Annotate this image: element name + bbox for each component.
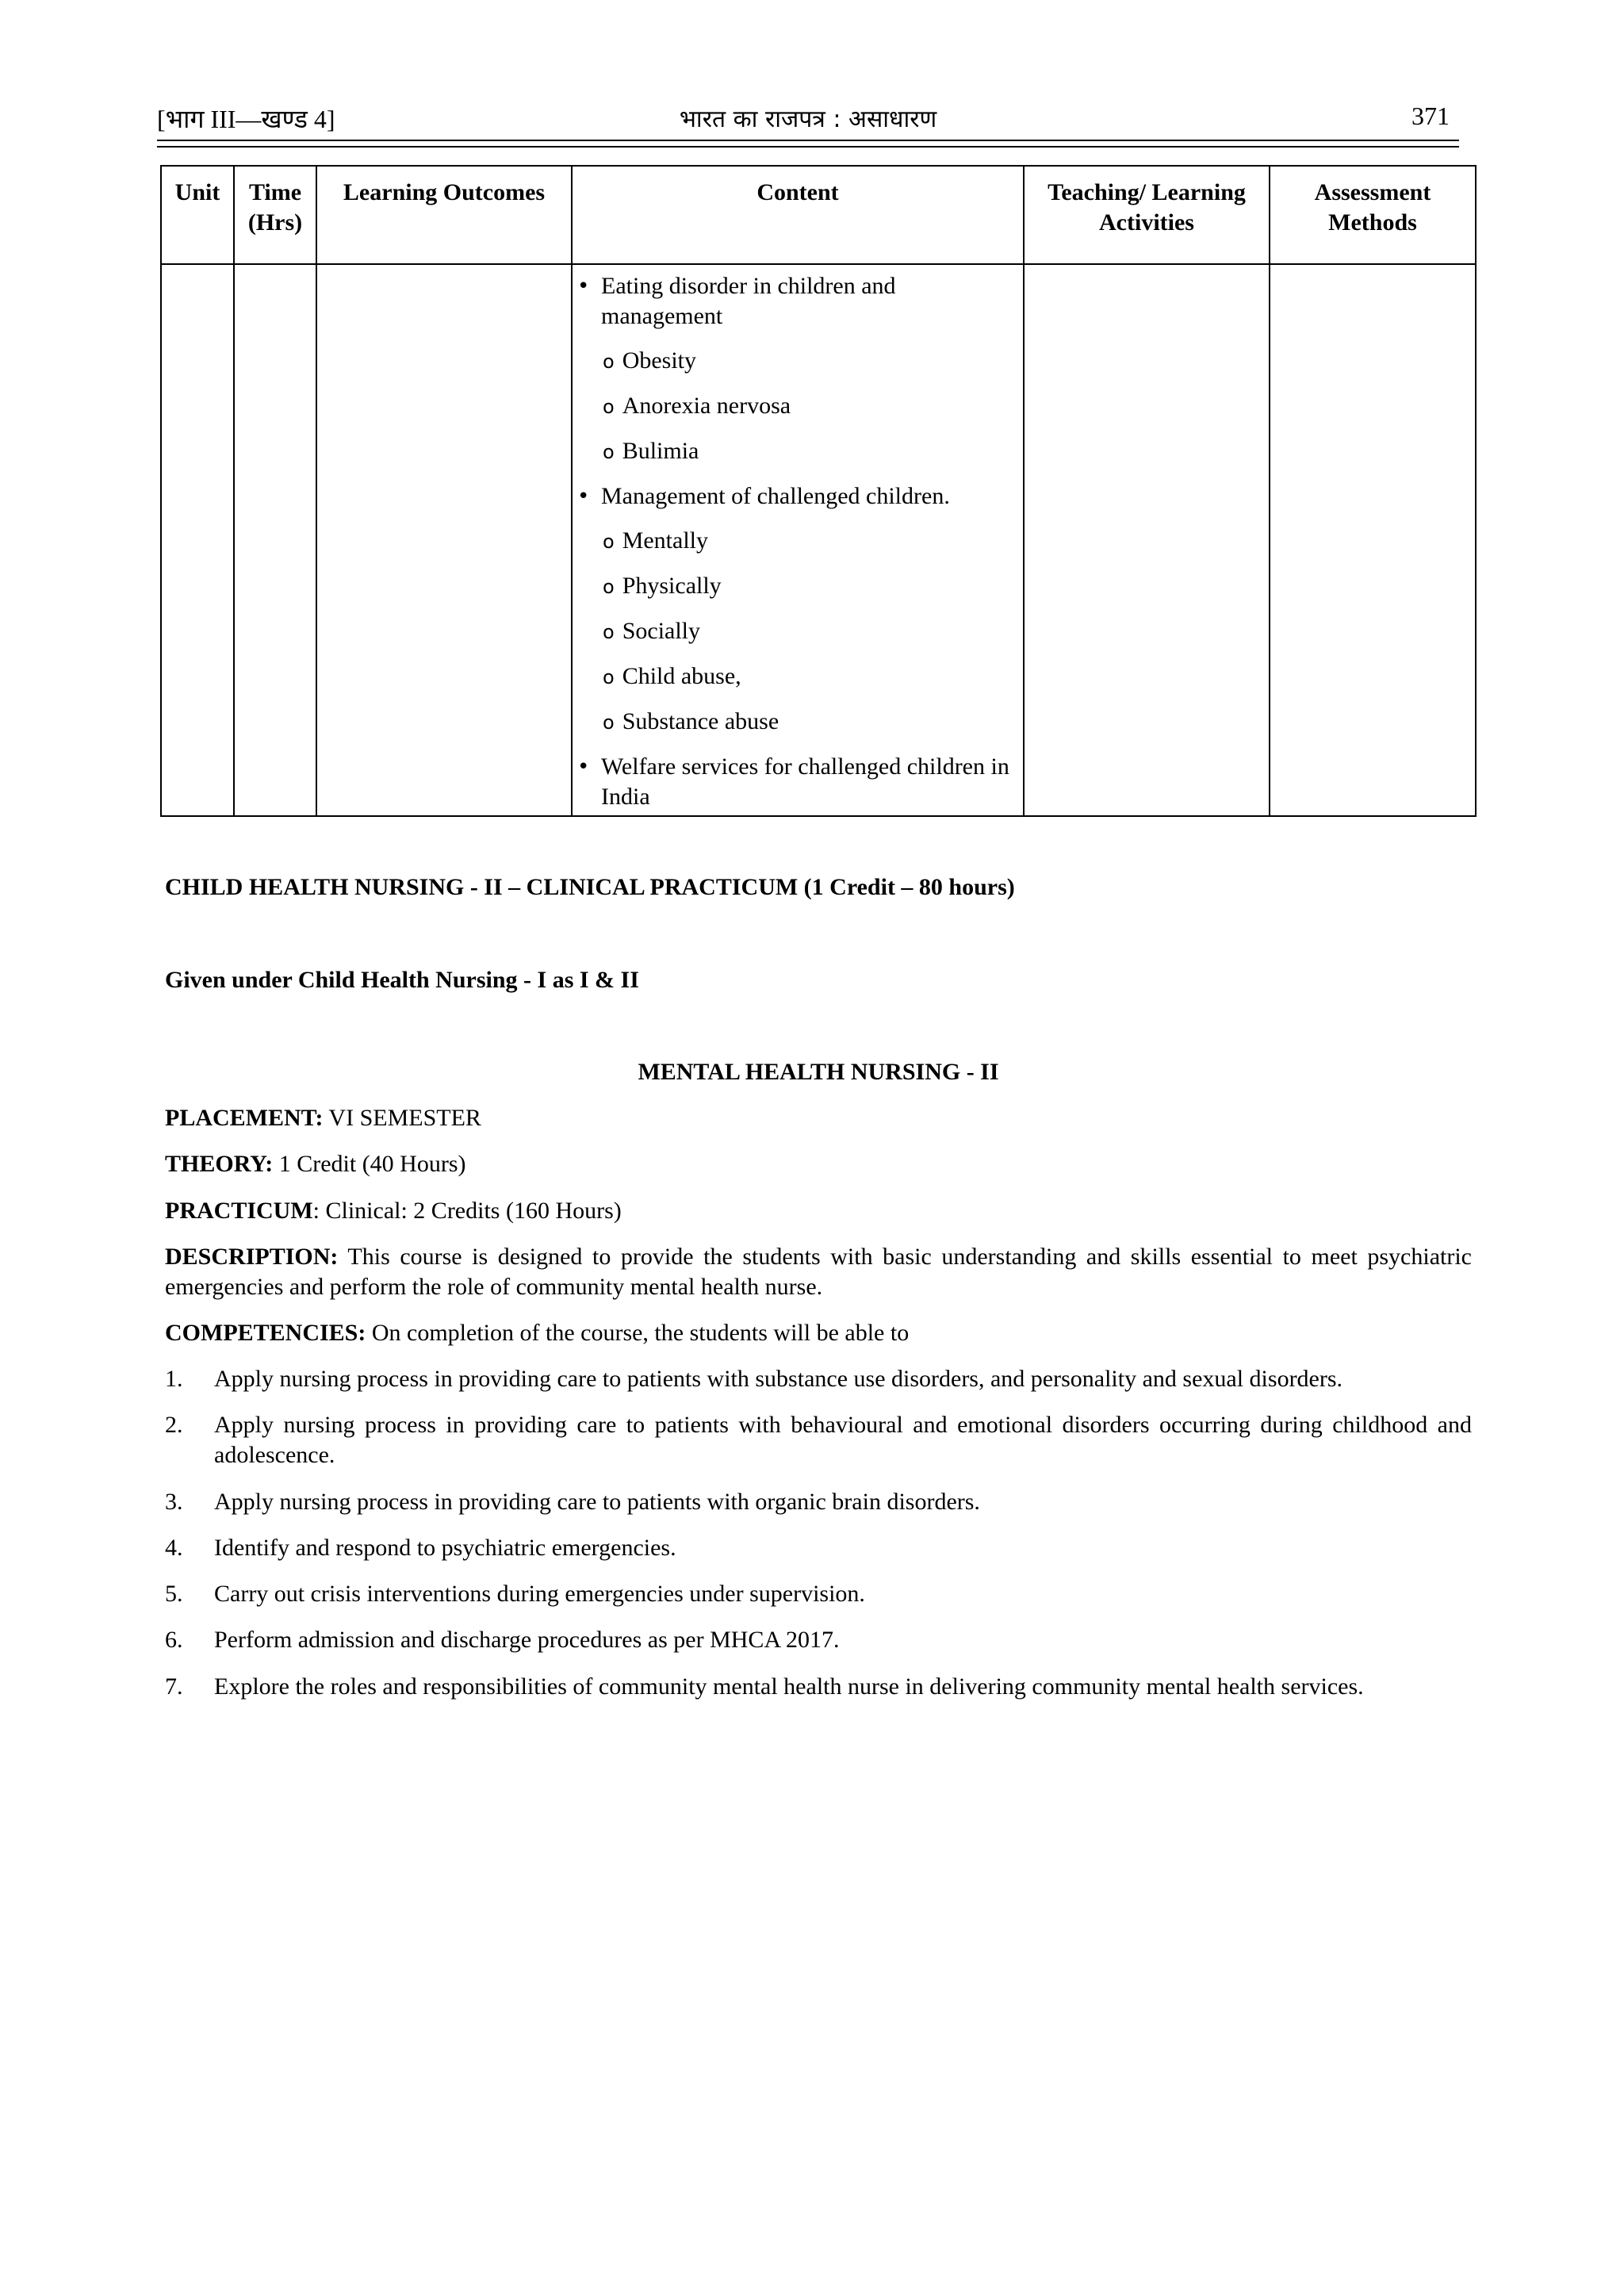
- description-value: This course is designed to provide the students with basic understanding and skills essential to meet psychiatric emergencies and perform the role of community mental health nurse.: [165, 1244, 1472, 1300]
- table-row: [161, 264, 1476, 816]
- content-sub-item: [576, 391, 1015, 422]
- content-bullet-text: Welfare services for challenged children in India: [601, 753, 1009, 810]
- content-sub-item: [576, 707, 1015, 738]
- column-header-teaching-learning-activities: Teaching/ Learning Activities: [1024, 166, 1270, 264]
- content-sub-item: [576, 661, 1015, 692]
- description-label: DESCRIPTION:: [165, 1244, 339, 1270]
- column-header-assessment-methods: Assessment Methods: [1270, 166, 1476, 264]
- cell-assessment-methods: [1270, 264, 1476, 816]
- list-item: 4. Identify and respond to psychiatric emergencies.: [165, 1535, 676, 1561]
- circle-marker-icon: o: [603, 621, 615, 643]
- content-sub-text: Child abuse,: [622, 663, 741, 689]
- list-item: 7. Explore the roles and responsibilities of community mental health nurse in delivering community mental health services.: [165, 1673, 1364, 1700]
- circle-marker-icon: o: [603, 531, 615, 553]
- practicum-value: : Clinical: 2 Credits (160 Hours): [312, 1198, 622, 1224]
- competencies-label: COMPETENCIES:: [165, 1320, 366, 1346]
- practicum-line: [165, 1196, 1472, 1226]
- list-item: 5. Carry out crisis interventions during emergencies under supervision.: [165, 1581, 865, 1607]
- practicum-label: PRACTICUM: [165, 1198, 313, 1224]
- theory-line: [165, 1149, 1472, 1179]
- circle-marker-icon: o: [603, 666, 615, 688]
- content-bullet-item: [576, 271, 1015, 332]
- placement-line: [165, 1103, 1472, 1133]
- column-header-time: Time (Hrs): [234, 166, 316, 264]
- competencies-value: On completion of the course, the students will be able to: [366, 1320, 910, 1346]
- placement-value: VI SEMESTER: [323, 1105, 481, 1131]
- practicum-heading: CHILD HEALTH NURSING - II – CLINICAL PRACTICUM (1 Credit – 80 hours): [165, 874, 1015, 900]
- content-list: [573, 265, 1023, 812]
- description-paragraph: [165, 1242, 1472, 1302]
- list-item: 1. Apply nursing process in providing care to patients with substance use disorders, and personality and sexual disorders.: [165, 1366, 1343, 1392]
- content-sub-text: Substance abuse: [622, 708, 779, 734]
- column-header-content: Content: [572, 166, 1024, 264]
- theory-value: 1 Credit (40 Hours): [273, 1151, 466, 1177]
- syllabus-table: [160, 165, 1477, 817]
- content-sub-text: Mentally: [622, 527, 708, 554]
- competencies-line: [165, 1318, 1472, 1348]
- content-sub-item: [576, 436, 1015, 467]
- placement-label: PLACEMENT:: [165, 1105, 324, 1131]
- circle-marker-icon: o: [603, 441, 615, 463]
- content-sub-item: [576, 571, 1015, 602]
- content-bullet-item: [576, 481, 1015, 512]
- table-header-row: [161, 166, 1476, 264]
- circle-marker-icon: o: [603, 351, 615, 373]
- list-item: 6. Perform admission and discharge procedures as per MHCA 2017.: [165, 1627, 840, 1653]
- circle-marker-icon: o: [603, 576, 615, 598]
- list-item: 2. Apply nursing process in providing care to patients with behavioural and emotional disorders occurring during childhood and adolescence.: [165, 1412, 1472, 1468]
- cell-content: [572, 264, 1024, 816]
- header-title: भारत का राजपत्र : असाधारण: [679, 105, 937, 133]
- content-sub-text: Anorexia nervosa: [622, 393, 791, 419]
- circle-marker-icon: o: [603, 711, 615, 734]
- content-sub-item: [576, 346, 1015, 377]
- content-sub-item: [576, 616, 1015, 647]
- content-sub-item: [576, 526, 1015, 557]
- header-rule-bottom: [157, 146, 1459, 148]
- column-header-unit: Unit: [161, 166, 234, 264]
- given-under-note: Given under Child Health Nursing - I as I & II: [165, 967, 639, 993]
- content-bullet-text: Management of challenged children.: [601, 483, 950, 509]
- header-rule-top: [157, 140, 1459, 141]
- cell-learning-outcomes: [316, 264, 572, 816]
- content-sub-text: Bulimia: [622, 438, 699, 464]
- content-sub-text: Physically: [622, 573, 722, 599]
- content-bullet-item: [576, 752, 1015, 812]
- section-title: MENTAL HEALTH NURSING - II: [638, 1059, 999, 1085]
- header-part: [भाग III—खण्ड 4]: [157, 105, 335, 133]
- cell-unit: [161, 264, 234, 816]
- circle-marker-icon: o: [603, 396, 615, 418]
- content-sub-text: Socially: [622, 618, 701, 644]
- theory-label: THEORY:: [165, 1151, 274, 1177]
- page-number: 371: [1411, 102, 1450, 130]
- cell-time: [234, 264, 316, 816]
- content-sub-text: Obesity: [622, 347, 697, 374]
- column-header-learning-outcomes: Learning Outcomes: [316, 166, 572, 264]
- cell-teaching-activities: [1024, 264, 1270, 816]
- list-item: 3. Apply nursing process in providing care to patients with organic brain disorders.: [165, 1489, 980, 1515]
- page-header: [157, 102, 1459, 136]
- content-bullet-text: Eating disorder in children and management: [601, 273, 896, 329]
